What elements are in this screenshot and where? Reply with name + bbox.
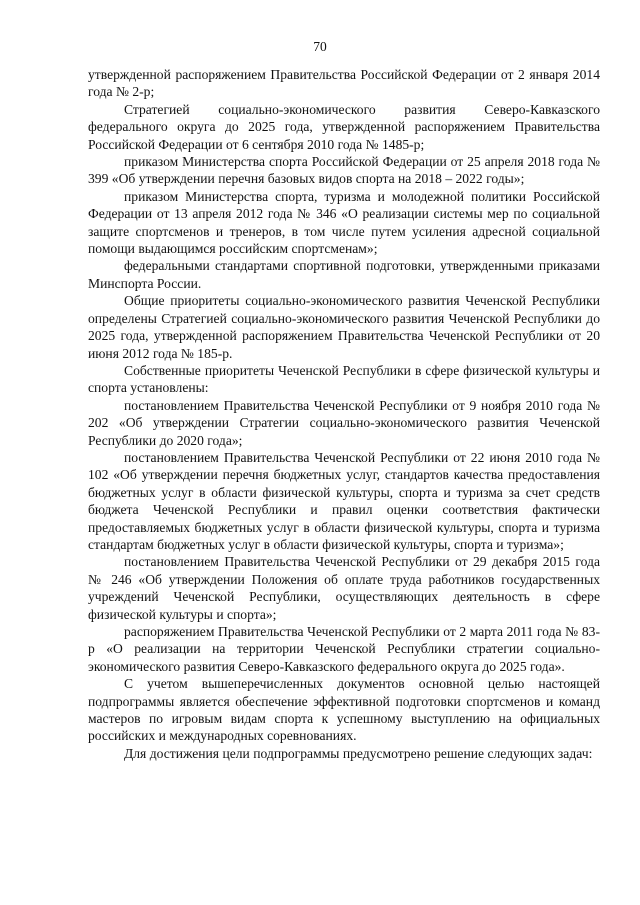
paragraph-resolution-102: постановлением Правительства Чеченской Республики от 22 июня 2010 года № 102 «Об утверждении перечня бюджетных услуг, стандартов качества предоставления бюджетных услуг в области физической культуры, спорта и туризма за счет средств бюджета Чеченской Республики и правил оценки соответствия фактически предоставляемых бюджетных услуг в области физической культуры, спорта и туризма стандартам бюджетных услуг в области физической культуры, спорта и туризма»; bbox=[88, 449, 600, 552]
paragraph-general-priorities: Общие приоритеты социально-экономического развития Чеченской Республики определены Стратегией социально-экономического развития Чеченской Республики до 2025 года, утвержденной распоряжением Правительства Чеченской Республики от 20 июня 2012 года № 185-р. bbox=[88, 293, 600, 361]
paragraph-resolution-246: постановлением Правительства Чеченской Республики от 29 декабря 2015 года № 246 «Об утверждении Положения об оплате труда работников государственных учреждений Чеченской Республики, осуществляющих деятельность в сфере физической культуры и спорта»; bbox=[88, 554, 600, 622]
paragraph-tasks-intro: Для достижения цели подпрограммы предусмотрено решение следующих задач: bbox=[124, 745, 593, 761]
paragraph-order-83r: распоряжением Правительства Чеченской Республики от 2 марта 2011 года № 83-р «О реализации на территории Чеченской Республики стратегии социально-экономического развития Северо-Кавказского федерального округа до 2025 года». bbox=[88, 624, 600, 674]
paragraph-own-priorities: Собственные приоритеты Чеченской Республики в сфере физической культуры и спорта установлены: bbox=[88, 362, 600, 396]
paragraph-resolution-202: постановлением Правительства Чеченской Республики от 9 ноября 2010 года № 202 «Об утверждении Стратегии социально-экономического развития Чеченской Республики до 2020 года»; bbox=[88, 397, 600, 448]
paragraph-subprogram-goal: С учетом вышеперечисленных документов основной целью настоящей подпрограммы является обеспечение эффективной подготовки спортсменов и команд мастеров по игровым видам спорта к успешному выступлению на официальных российских и международных соревнованиях. bbox=[88, 676, 600, 744]
paragraph-continuation: утвержденной распоряжением Правительства Российской Федерации от 2 января 2014 года № 2-р; bbox=[88, 67, 600, 100]
paragraph-strategy-north-caucasus: Стратегией социально-экономического развития Северо-Кавказского федерального округа до 2025 года, утвержденной распоряжением Правительства Российской Федерации от 6 сентября 2010 года № 1485-р; bbox=[88, 101, 600, 152]
document-body bbox=[88, 66, 600, 762]
paragraph-minsport-order-346: приказом Министерства спорта, туризма и молодежной политики Российской Федерации от 13 апреля 2012 года № 346 «О реализации системы мер по социальной защите спортсменов и тренеров, в том числе путем усиления адресной социальной помощи выдающимся российским спортсменам»; bbox=[88, 188, 600, 257]
paragraph-minsport-order-399: приказом Министерства спорта Российской Федерации от 25 апреля 2018 года № 399 «Об утверждении перечня базовых видов спорта на 2018 – 2022 годы»; bbox=[88, 154, 600, 187]
paragraph-federal-standards: федеральными стандартами спортивной подготовки, утвержденными приказами Минспорта России. bbox=[88, 258, 600, 291]
page-number: 70 bbox=[313, 39, 327, 54]
